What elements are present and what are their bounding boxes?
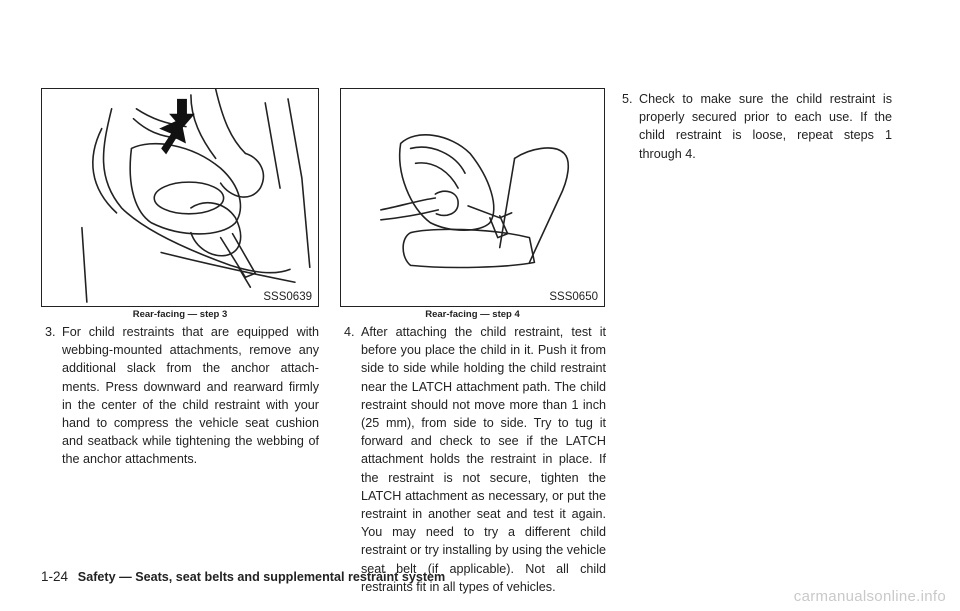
page-footer [41,569,445,584]
section-title: Safety — Seats, seat belts and supplemental restraint system [77,570,446,584]
illustration-child-seat-latch [341,89,604,306]
step-number: 3. [45,325,56,339]
step-number: 4. [344,325,355,339]
step-number: 5. [622,92,633,106]
step-text: For child restraints that are equipped with webbing-mounted attachments, remove any additional slack from the anchor attach- ments. Press downward and rearward firmly in the center of the child restraint with your hand to compress the vehicle seat cushion and seatback while tightening the webbing of the anchor attachments. [62,325,319,467]
instruction-step-3 [45,323,319,469]
step-text: Check to make sure the child restraint is properly secured prior to each use. If the child restraint is loose, repeat steps 1 through 4. [639,92,892,161]
instruction-step-5 [622,90,892,163]
figure-code: SSS0650 [549,291,598,303]
figure-code: SSS0639 [263,291,312,303]
figure-caption: Rear-facing — step 4 [425,309,520,320]
figure-rear-facing-step-4 [340,88,605,307]
illustration-hands-pressing-child-seat [42,89,318,306]
page-number: 1-24 [41,569,69,584]
figure-rear-facing-step-3 [41,88,319,307]
step-text: After attaching the child restraint, test it before you place the child in it. Push it from side to side while holding the child restraint near the LATCH attachment path. The child restraint should not move more than 1 inch (25 mm), from side to side. Try to tug it forward and check to see if the LATCH attachment holds the restraint in place. If the restraint is not secure, tighten the LATCH attachment as necessary, or put the restraint in another seat and test it again. You may need to try a different child restraint or try installing by using the vehicle seat belt (if applicable). Not all child restraints fit in all types of vehicles. [361,325,606,594]
instruction-step-4 [344,323,606,596]
watermark: carmanualsonline.info [793,588,946,605]
figure-caption: Rear-facing — step 3 [132,309,228,320]
